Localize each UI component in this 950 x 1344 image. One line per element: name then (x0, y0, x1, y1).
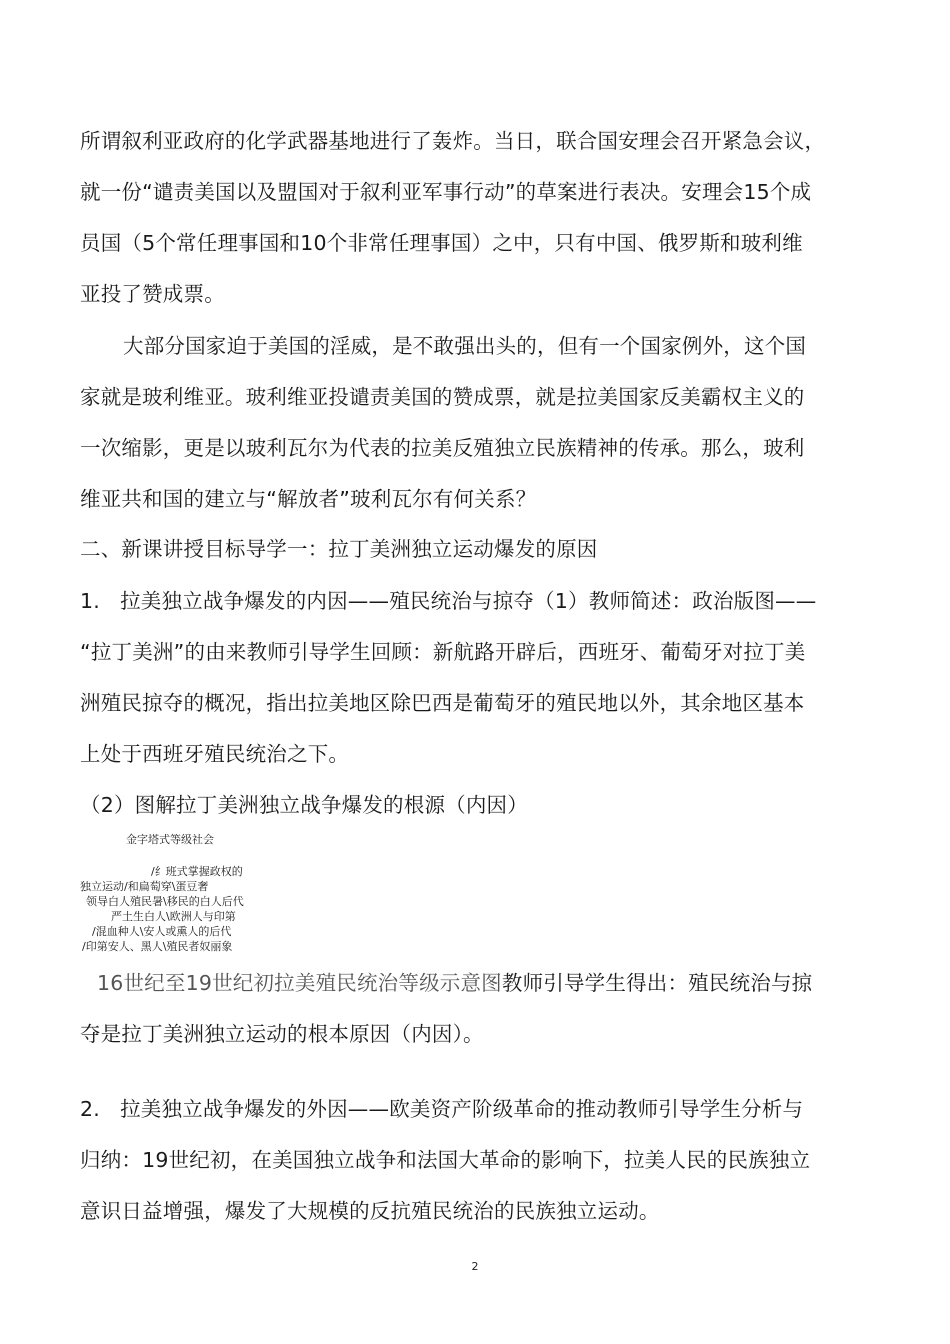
caption-label: 16世纪至19世纪初拉美殖民统治等级示意图 (97, 971, 502, 995)
figure-line: 严土生白人\欧洲人与印第 (111, 910, 236, 923)
item-line: 意识日益增强，爆发了大规模的反抗殖民统治的民族独立运动。 (80, 1199, 660, 1223)
figure-line: 独立运动/和扁萄穿\蛋豆奢 (80, 880, 209, 893)
item-line: 归纳：19世纪初，在美国独立战争和法国大革命的影响下，拉美人民的民族独立 (80, 1148, 811, 1172)
figure-line: /印第安人、黑人\殖民者奴丽象 (82, 940, 233, 953)
paragraph-line: 所谓叙利亚政府的化学武器基地进行了轰炸。当日，联合国安理会召开紧急会议， (80, 129, 826, 153)
caption-line (97, 958, 887, 1009)
page-number: 2 (471, 1260, 479, 1273)
caption-text: 教师引导学生得出：殖民统治与掠 (501, 971, 813, 995)
paragraph-line: 一次缩影，更是以玻利瓦尔为代表的拉美反殖独立民族精神的传承。那么，玻利 (80, 436, 805, 460)
caption-line: 夺是拉丁美洲独立运动的根本原因（内因）。 (80, 1022, 484, 1046)
section-heading: 二、新课讲授目标导学一：拉丁美洲独立运动爆发的原因 (80, 537, 598, 561)
paragraph-line: 员国（5个常任理事国和10个非常任理事国）之中，只有中国、俄罗斯和玻利维 (80, 231, 803, 255)
figure-line: 领导白人殖民暑\移民的白人后代 (86, 895, 244, 908)
item-line: “拉丁美洲”的由来教师引导学生回顾：新航路开辟后，西班牙、葡萄牙对拉丁美 (80, 640, 806, 664)
figure-line: /混血种人\安人或熏人的后代 (92, 925, 232, 938)
item-line: 2. 拉美独立战争爆发的外因——欧美资产阶级革命的推动教师引导学生分析与 (80, 1097, 804, 1121)
paragraph-line: 家就是玻利维亚。玻利维亚投谴责美国的赞成票，就是拉美国家反美霸权主义的 (80, 385, 805, 409)
paragraph-line: 维亚共和国的建立与“解放者”玻利瓦尔有何关系？ (80, 487, 537, 511)
item-line: 1. 拉美独立战争爆发的内因——殖民统治与掠夺（1）教师简述：政治版图—— (80, 589, 817, 613)
subheading: （2）图解拉丁美洲独立战争爆发的根源（内因） (80, 793, 528, 817)
figure-line: /纟班式掌握政权的 (151, 865, 243, 878)
item-line: 洲殖民掠夺的概况，指出拉美地区除巴西是葡萄牙的殖民地以外，其余地区基本 (80, 691, 805, 715)
paragraph-line: 大部分国家迫于美国的淫威，是不敢强出头的，但有一个国家例外，这个国 (123, 334, 807, 358)
figure-title: 金字塔式等级社会 (126, 833, 214, 846)
paragraph-line: 亚投了赞成票。 (80, 282, 225, 306)
paragraph-line: 就一份“谴责美国以及盟国对于叙利亚军事行动”的草案进行表决。安理会15个成 (80, 180, 812, 204)
item-line: 上处于西班牙殖民统治之下。 (80, 742, 350, 766)
